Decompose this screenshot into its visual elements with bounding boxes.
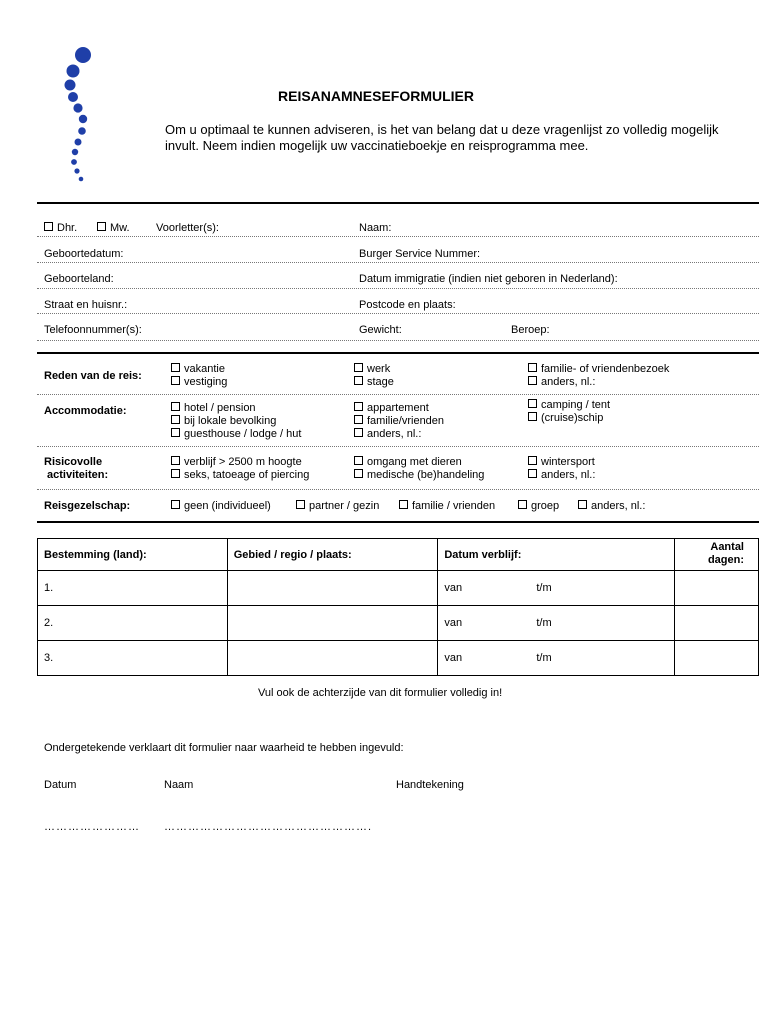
- label-beroep: Beroep:: [511, 324, 550, 336]
- checkbox-icon[interactable]: [44, 222, 53, 231]
- checkbox-icon[interactable]: [528, 376, 537, 385]
- option-label: appartement: [367, 402, 429, 414]
- checkbox-icon[interactable]: [528, 469, 537, 478]
- option-label: familie- of vriendenbezoek: [541, 363, 670, 375]
- checkbox-icon[interactable]: [528, 456, 537, 465]
- option-label: werk: [367, 363, 391, 375]
- checkbox-icon[interactable]: [354, 456, 363, 465]
- option-label: familie / vrienden: [412, 500, 496, 512]
- label-postcode: Postcode en plaats:: [359, 299, 456, 311]
- option-risico-anders[interactable]: [528, 469, 595, 482]
- option-appartement[interactable]: [354, 402, 429, 415]
- row-number: 1.: [38, 571, 228, 606]
- label-van: van: [444, 617, 463, 629]
- label-dhr: Dhr.: [57, 222, 78, 234]
- option-label: anders, nl.:: [591, 500, 646, 512]
- option-label: seks, tatoeage of piercing: [184, 469, 310, 481]
- separator-travel: [37, 352, 759, 354]
- option-wintersport[interactable]: [528, 456, 595, 469]
- cell-datum[interactable]: [438, 606, 675, 641]
- option-groep[interactable]: [518, 500, 559, 513]
- field-line[interactable]: [37, 313, 759, 314]
- option-label: bij lokale bevolking: [184, 415, 277, 427]
- option-label: groep: [531, 500, 560, 512]
- table-row: [38, 571, 759, 606]
- col-bestemming: Bestemming (land):: [38, 539, 228, 571]
- col-dagen-line1: Aantal: [710, 541, 744, 553]
- section-divider: [37, 394, 759, 395]
- option-vestiging[interactable]: [171, 376, 227, 389]
- field-line[interactable]: [37, 340, 759, 341]
- option-gezelschap-anders[interactable]: [578, 500, 645, 513]
- row-number: 3.: [38, 641, 228, 676]
- option-label: vakantie: [184, 363, 225, 375]
- option-label: hotel / pension: [184, 402, 256, 414]
- option-mw[interactable]: [97, 222, 130, 235]
- option-reden-anders[interactable]: [528, 376, 595, 389]
- checkbox-icon[interactable]: [171, 402, 180, 411]
- section-divider: [37, 489, 759, 490]
- option-label: anders, nl.:: [367, 428, 422, 440]
- option-hoogte[interactable]: [171, 456, 302, 469]
- option-label: wintersport: [541, 456, 595, 468]
- label-risico-1: Risicovolle: [44, 456, 103, 468]
- checkbox-icon[interactable]: [171, 456, 180, 465]
- option-label: anders, nl.:: [541, 469, 596, 481]
- label-geboorteland: Geboorteland:: [44, 273, 114, 285]
- checkbox-icon[interactable]: [578, 500, 587, 509]
- option-familiebezoek[interactable]: [528, 363, 669, 376]
- datum-dots[interactable]: ……………………: [44, 821, 140, 833]
- checkbox-icon[interactable]: [171, 500, 180, 509]
- table-row: [38, 606, 759, 641]
- backside-note: Vul ook de achterzijde van dit formulier volledig in!: [258, 687, 503, 699]
- cell-datum[interactable]: [438, 641, 675, 676]
- label-naam: Naam:: [359, 222, 392, 234]
- destinations-table: [37, 538, 759, 676]
- label-tm: t/m: [536, 582, 552, 594]
- label-straat: Straat en huisnr.:: [44, 299, 128, 311]
- option-label: omgang met dieren: [367, 456, 462, 468]
- option-vakantie[interactable]: [171, 363, 225, 376]
- label-datum: Datum: [44, 779, 77, 791]
- label-naam-sign: Naam: [164, 779, 194, 791]
- field-line[interactable]: [37, 288, 759, 289]
- field-line[interactable]: [37, 262, 759, 263]
- option-accommodatie-anders[interactable]: [354, 428, 421, 441]
- label-mw: Mw.: [110, 222, 130, 234]
- label-van: van: [444, 652, 463, 664]
- table-row: [38, 641, 759, 676]
- option-seks-tatoeage[interactable]: [171, 469, 309, 482]
- label-tm: t/m: [536, 652, 552, 664]
- option-cruiseschip[interactable]: [528, 412, 603, 425]
- option-werk[interactable]: [354, 363, 390, 376]
- logo-dots: [58, 44, 98, 186]
- checkbox-icon[interactable]: [354, 469, 363, 478]
- checkbox-icon[interactable]: [171, 376, 180, 385]
- cell-gebied[interactable]: [227, 641, 438, 676]
- label-immigratie: Datum immigratie (indien niet geboren in Nederland):: [359, 273, 618, 285]
- option-medische-behandeling[interactable]: [354, 469, 484, 482]
- checkbox-icon[interactable]: [97, 222, 106, 231]
- checkbox-icon[interactable]: [528, 399, 537, 408]
- cell-dagen[interactable]: [675, 641, 759, 676]
- option-dieren[interactable]: [354, 456, 462, 469]
- label-handtekening: Handtekening: [396, 779, 464, 791]
- checkbox-icon[interactable]: [354, 363, 363, 372]
- checkbox-icon[interactable]: [528, 363, 537, 372]
- option-label: verblijf > 2500 m hoogte: [184, 456, 302, 468]
- option-guesthouse[interactable]: [171, 428, 301, 441]
- field-line[interactable]: [37, 236, 759, 237]
- option-label: camping / tent: [541, 399, 611, 411]
- checkbox-icon[interactable]: [354, 428, 363, 437]
- option-label: anders, nl.:: [541, 376, 596, 388]
- checkbox-icon[interactable]: [171, 469, 180, 478]
- cell-dagen[interactable]: [675, 571, 759, 606]
- separator-destinations: [37, 521, 759, 523]
- label-gewicht: Gewicht:: [359, 324, 402, 336]
- col-datum: Datum verblijf:: [438, 539, 675, 571]
- option-label: medische (be)handeling: [367, 469, 485, 481]
- checkbox-icon[interactable]: [296, 500, 305, 509]
- checkbox-icon[interactable]: [171, 415, 180, 424]
- row-number: 2.: [38, 606, 228, 641]
- cell-gebied[interactable]: [227, 606, 438, 641]
- option-partner-gezin[interactable]: [296, 500, 379, 513]
- option-camping[interactable]: [528, 399, 610, 412]
- option-label: guesthouse / lodge / hut: [184, 428, 302, 440]
- option-familie-vrienden-reis[interactable]: [399, 500, 495, 513]
- declaration-text: Ondergetekende verklaart dit formulier naar waarheid te hebben ingevuld:: [44, 742, 404, 754]
- separator-top: [37, 202, 759, 204]
- option-lokale-bevolking[interactable]: [171, 415, 276, 428]
- col-dagen: [675, 539, 759, 571]
- label-telefoon: Telefoonnummer(s):: [44, 324, 142, 336]
- checkbox-icon[interactable]: [171, 428, 180, 437]
- label-reden: Reden van de reis:: [44, 370, 142, 382]
- label-van: van: [444, 582, 463, 594]
- label-tm: t/m: [536, 617, 552, 629]
- option-individueel[interactable]: [171, 500, 271, 513]
- cell-datum[interactable]: [438, 571, 675, 606]
- checkbox-icon[interactable]: [354, 402, 363, 411]
- intro-text: Om u optimaal te kunnen adviseren, is het van belang dat u deze vragenlijst zo volledig mogelijk invult. Neem indien mogelijk uw vaccinatieboekje en reisprogramma mee.: [165, 122, 719, 153]
- checkbox-icon[interactable]: [171, 363, 180, 372]
- col-dagen-line2: dagen:: [707, 554, 744, 566]
- option-stage[interactable]: [354, 376, 394, 389]
- option-dhr[interactable]: [44, 222, 77, 235]
- label-risico-2: activiteiten:: [47, 469, 109, 481]
- checkbox-icon[interactable]: [518, 500, 527, 509]
- checkbox-icon[interactable]: [399, 500, 408, 509]
- label-accommodatie: Accommodatie:: [44, 405, 127, 417]
- page-title: REISANAMNESEFORMULIER: [278, 88, 475, 104]
- table-header-row: [38, 539, 759, 571]
- option-label: (cruise)schip: [541, 412, 604, 424]
- option-label: vestiging: [184, 376, 228, 388]
- checkbox-icon[interactable]: [354, 415, 363, 424]
- cell-gebied[interactable]: [227, 571, 438, 606]
- checkbox-icon[interactable]: [354, 376, 363, 385]
- label-geboortedatum: Geboortedatum:: [44, 248, 124, 260]
- naam-dots[interactable]: …………………………………………….: [164, 821, 373, 833]
- label-bsn: Burger Service Nummer:: [359, 248, 481, 260]
- cell-dagen[interactable]: [675, 606, 759, 641]
- checkbox-icon[interactable]: [528, 412, 537, 421]
- option-familie-vrienden[interactable]: [354, 415, 444, 428]
- option-hotel[interactable]: [171, 402, 256, 415]
- col-gebied: Gebied / regio / plaats:: [227, 539, 438, 571]
- label-gezelschap: Reisgezelschap:: [44, 500, 131, 512]
- section-divider: [37, 446, 759, 447]
- option-label: stage: [367, 376, 394, 388]
- option-label: partner / gezin: [309, 500, 380, 512]
- option-label: geen (individueel): [184, 500, 271, 512]
- label-voorletters: Voorletter(s):: [156, 222, 219, 234]
- option-label: familie/vrienden: [367, 415, 445, 427]
